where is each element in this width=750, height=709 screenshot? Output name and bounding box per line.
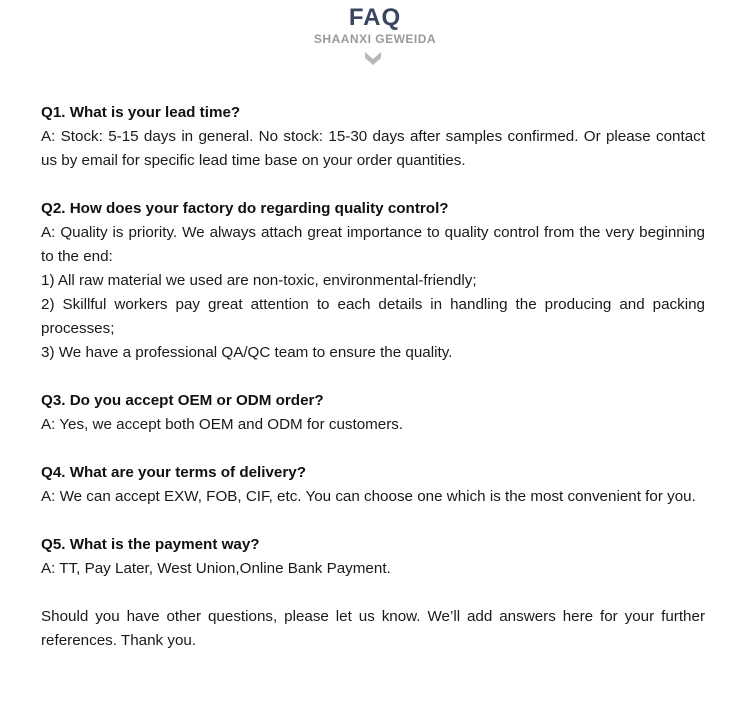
faq-item-4 <box>41 461 705 509</box>
answer: A: Yes, we accept both OEM and ODM for customers. <box>41 416 404 433</box>
question: Q3. Do you accept OEM or ODM order? <box>41 392 324 409</box>
faq-item-1 <box>41 101 705 173</box>
answer: A: We can accept EXW, FOB, CIF, etc. You can choose one which is the most convenient for you. <box>41 488 696 505</box>
faq-item-5 <box>41 533 705 581</box>
faq-content <box>41 101 705 653</box>
answer: A: TT, Pay Later, West Union,Online Bank Payment. <box>41 560 391 577</box>
answer-point-3: 3) We have a professional QA/QC team to ensure the quality. <box>41 344 453 361</box>
question: Q2. How does your factory do regarding quality control? <box>41 200 449 217</box>
page-title: FAQ <box>348 4 402 31</box>
question: Q5. What is the payment way? <box>41 536 260 553</box>
faq-item-3 <box>41 389 705 437</box>
question: Q4. What are your terms of delivery? <box>41 464 307 481</box>
company-name: SHAANXI GEWEIDA <box>313 32 437 46</box>
faq-header <box>0 0 750 70</box>
chevron-down-icon <box>364 50 382 66</box>
answer: A: Quality is priority. We always attach great importance to quality control from the very beginning to the end: <box>41 224 705 265</box>
closing-note: Should you have other questions, please let us know. We’ll add answers here for your further references. Thank you. <box>41 608 705 649</box>
answer-point-2: 2) Skillful workers pay great attention to each details in handling the producing and packing processes; <box>41 296 705 337</box>
answer-point-1: 1) All raw material we used are non-toxic, environmental-friendly; <box>41 272 477 289</box>
answer: A: Stock: 5-15 days in general. No stock: 15-30 days after samples confirmed. Or please contact us by email for specific lead time base on your order quantities. <box>41 128 705 169</box>
question: Q1. What is your lead time? <box>41 104 241 121</box>
faq-item-2 <box>41 197 705 365</box>
